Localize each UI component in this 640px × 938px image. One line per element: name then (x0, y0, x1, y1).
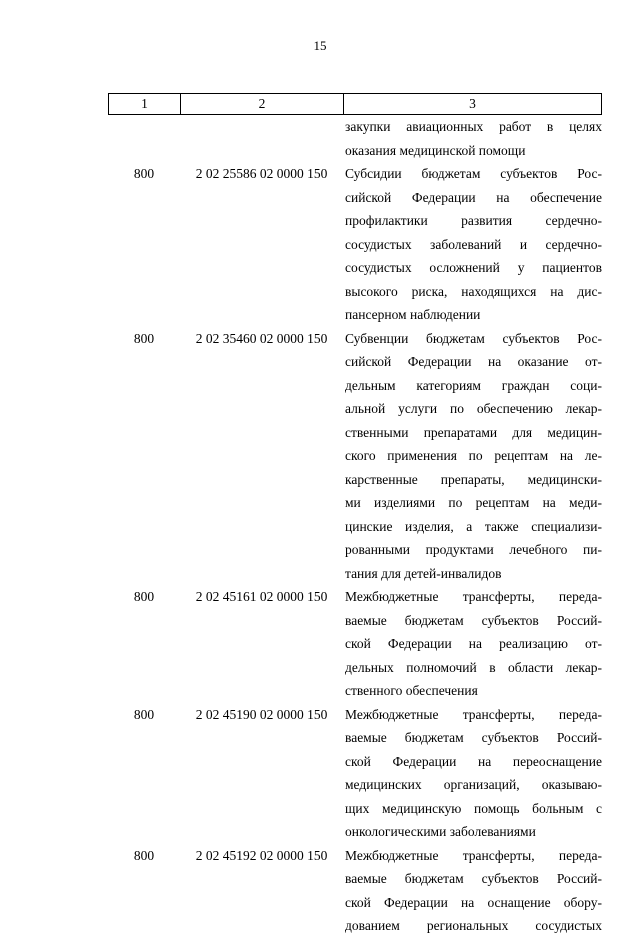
income-description (343, 585, 602, 703)
table-body (108, 162, 602, 938)
desc-line: ской Федерации на переоснащение (345, 753, 602, 769)
desc-line: оказания медицинской помощи (345, 142, 526, 158)
header-col-1: 1 (109, 94, 181, 114)
desc-line: профилактики развития сердечно- (345, 213, 602, 228)
desc-line: сосудистых осложнений у пациентов (345, 260, 602, 275)
table-header (108, 93, 602, 115)
desc-line: щих медицинскую помощь больным с (345, 800, 602, 816)
desc-line: ского применения по рецептам на ле- (345, 448, 602, 463)
desc-line: дельным категориям граждан соци- (345, 377, 602, 393)
income-description (343, 162, 602, 327)
desc-line: ственными препаратами для медицин- (345, 424, 602, 440)
header-col-3: 3 (469, 96, 476, 111)
desc-line: тания для детей-инвалидов (345, 565, 502, 581)
continuation-row (108, 115, 602, 162)
income-description (343, 327, 602, 586)
table-row (108, 327, 602, 586)
desc-line: ми изделиями по рецептам на меди- (345, 495, 602, 510)
desc-line: Межбюджетные трансферты, переда- (345, 589, 602, 604)
budget-classification-code: 2 02 45192 02 0000 150 (195, 847, 328, 863)
budget-classification-code: 2 02 45190 02 0000 150 (195, 706, 328, 722)
desc-line: карственные препараты, медицински- (345, 471, 602, 487)
continuation-description (343, 115, 602, 162)
desc-line: Субсидии бюджетам субъектов Рос- (345, 166, 602, 181)
desc-line: дованием региональных сосудистых (345, 918, 602, 933)
budget-classification-code: 2 02 25586 02 0000 150 (195, 166, 328, 181)
desc-line: ской Федерации на оснащение обору- (345, 894, 602, 910)
desc-line: сийской Федерации на оказание от- (345, 354, 602, 369)
desc-line: высокого риска, находящихся на дис- (345, 283, 602, 299)
desc-line: пансерном наблюдении (345, 307, 481, 322)
desc-line: сийской Федерации на обеспечение (345, 189, 602, 205)
desc-line: ской Федерации на реализацию от- (345, 636, 602, 651)
desc-line: дельных полномочий в области лекар- (345, 659, 602, 675)
admin-code: 800 (133, 166, 155, 181)
income-description (343, 703, 602, 844)
desc-line: ваемые бюджетам субъектов Россий- (345, 871, 602, 886)
page-number: 15 (313, 38, 327, 53)
admin-code: 800 (133, 706, 155, 722)
desc-line: ваемые бюджетам субъектов Россий- (345, 612, 602, 628)
table-row (108, 585, 602, 703)
income-description (343, 844, 602, 938)
desc-line: цинские изделия, а также специализи- (345, 518, 602, 534)
desc-line: альной услуги по обеспечению лекар- (345, 401, 602, 416)
desc-line: Межбюджетные трансферты, переда- (345, 847, 602, 863)
desc-line: Субвенции бюджетам субъектов Рос- (345, 330, 602, 346)
desc-line: медицинских организаций, оказываю- (345, 777, 602, 792)
desc-line: рованными продуктами лечебного пи- (345, 542, 602, 557)
desc-line: онкологическими заболеваниями (345, 824, 536, 839)
table-row (108, 162, 602, 327)
budget-classification-code: 2 02 45161 02 0000 150 (195, 589, 328, 604)
admin-code: 800 (133, 330, 155, 346)
table-row (108, 703, 602, 844)
budget-classification-code: 2 02 35460 02 0000 150 (195, 330, 328, 346)
desc-line: закупки авиационных работ в целях (345, 119, 602, 134)
desc-line: ваемые бюджетам субъектов Россий- (345, 730, 602, 745)
desc-line: ственного обеспечения (345, 683, 478, 698)
admin-code: 800 (133, 847, 155, 863)
desc-line: Межбюджетные трансферты, переда- (345, 706, 602, 722)
admin-code: 800 (133, 589, 155, 604)
desc-line: сосудистых заболеваний и сердечно- (345, 236, 602, 252)
table-row (108, 844, 602, 938)
budget-table (108, 93, 602, 938)
header-col-2: 2 (181, 94, 344, 114)
